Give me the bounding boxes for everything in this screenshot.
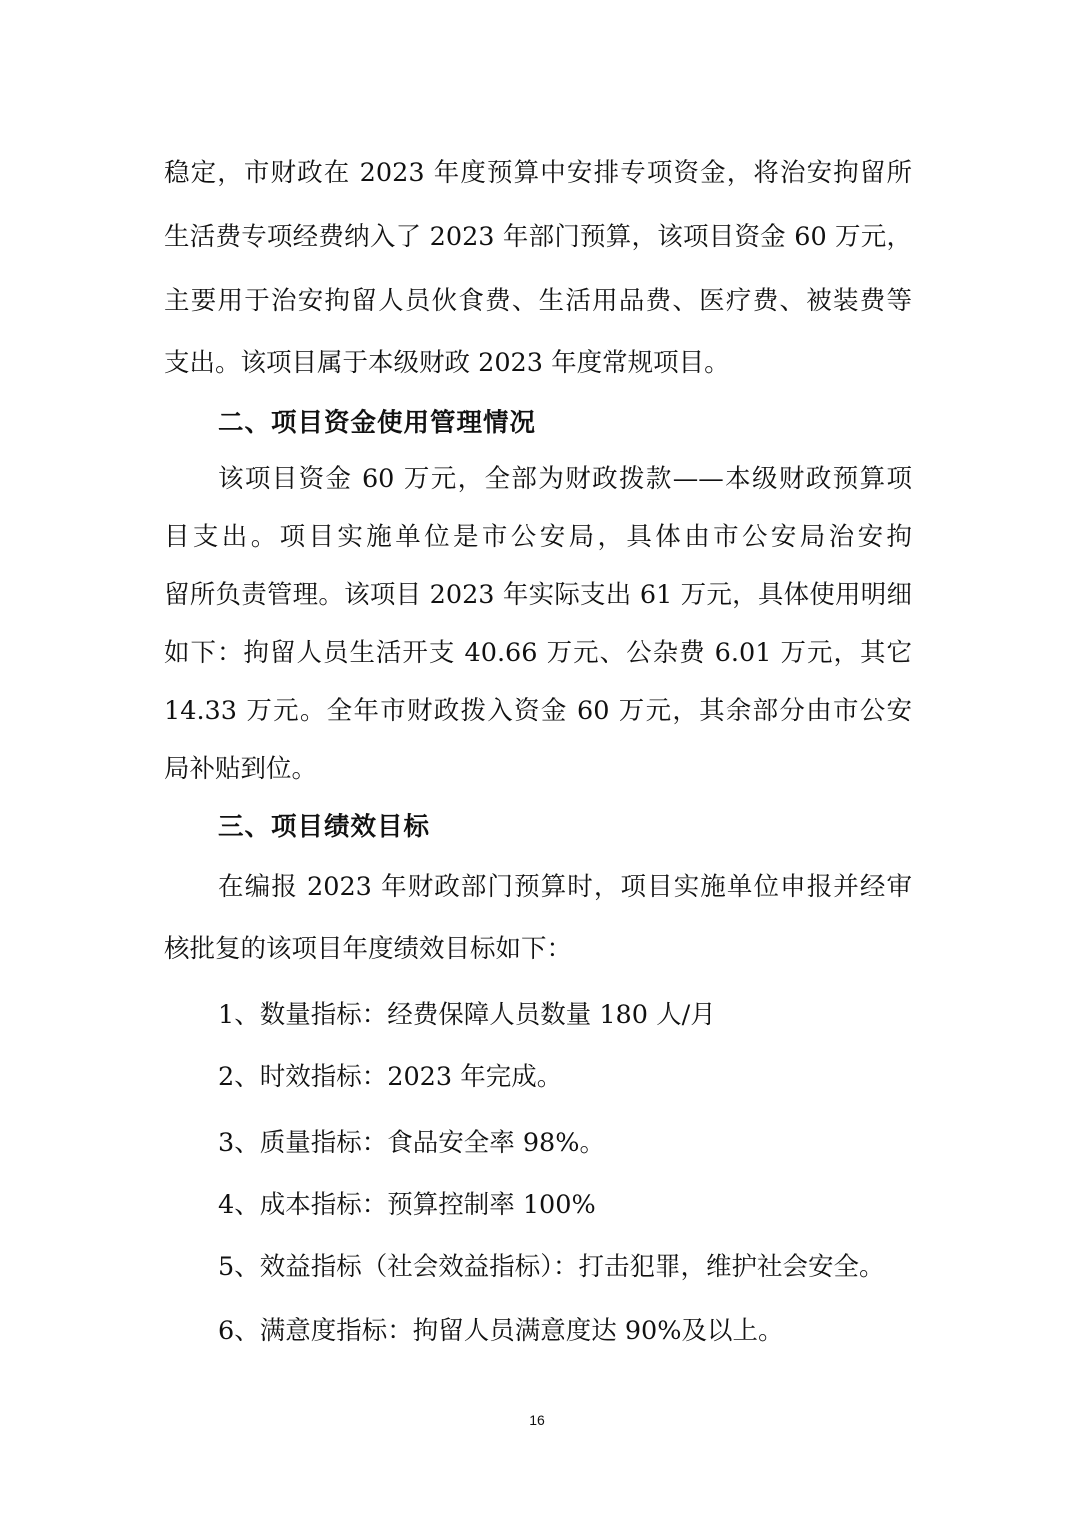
paragraph-line: 生活费专项经费纳入了 2023 年部门预算，该项目资金 60 万元，: [164, 222, 912, 252]
paragraph-line: 该项目资金 60 万元，全部为财政拨款——本级财政预算项: [218, 464, 912, 494]
section-heading: 二、项目资金使用管理情况: [218, 408, 537, 438]
list-item: 6、满意度指标：拘留人员满意度达 90%及以上。: [218, 1316, 784, 1346]
section-heading: 三、项目绩效目标: [218, 812, 431, 842]
list-item: 3、质量指标：食品安全率 98%。: [218, 1128, 606, 1158]
paragraph-line: 留所负责管理。该项目 2023 年实际支出 61 万元，具体使用明细: [164, 580, 912, 610]
paragraph-line: 局补贴到位。: [164, 754, 318, 784]
page-number: 16: [529, 1412, 545, 1428]
paragraph-line: 如下：拘留人员生活开支 40.66 万元、公杂费 6.01 万元，其它: [164, 638, 912, 668]
list-item: 2、时效指标：2023 年完成。: [218, 1062, 563, 1092]
paragraph-line: 在编报 2023 年财政部门预算时，项目实施单位申报并经审: [218, 872, 912, 902]
list-item: 5、效益指标（社会效益指标）：打击犯罪，维护社会安全。: [218, 1252, 885, 1282]
paragraph-line: 核批复的该项目年度绩效目标如下：: [164, 934, 573, 964]
list-item: 4、成本指标：预算控制率 100%: [218, 1190, 596, 1220]
list-item: 1、数量指标：经费保障人员数量 180 人/月: [218, 1000, 716, 1030]
paragraph-line: 14.33 万元。全年市财政拨入资金 60 万元，其余部分由市公安: [164, 696, 912, 726]
paragraph-line: 目支出。项目实施单位是市公安局，具体由市公安局治安拘: [164, 522, 912, 552]
paragraph-line: 支出。该项目属于本级财政 2023 年度常规项目。: [164, 348, 730, 378]
paragraph-line: 主要用于治安拘留人员伙食费、生活用品费、医疗费、被装费等: [164, 286, 912, 316]
paragraph-line: 稳定，市财政在 2023 年度预算中安排专项资金，将治安拘留所: [164, 158, 912, 188]
